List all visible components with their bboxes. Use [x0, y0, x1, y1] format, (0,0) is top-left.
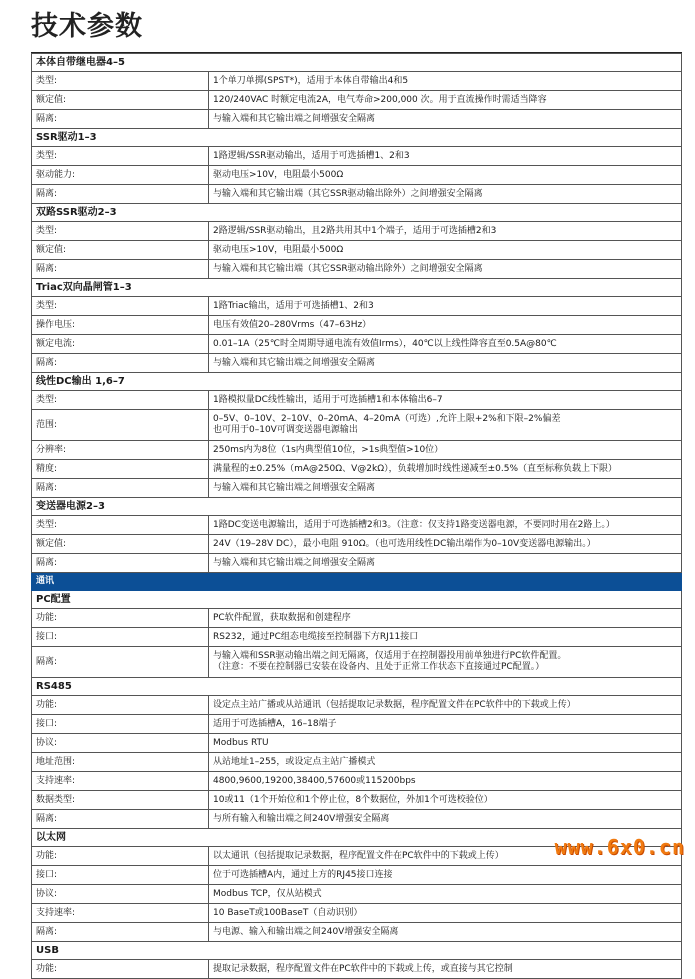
spec-label: 范围:: [32, 410, 209, 441]
spec-label: 功能:: [32, 847, 209, 866]
section-title: 线性DC输出 1,6–7: [32, 373, 682, 391]
spec-row: [32, 647, 682, 678]
spec-label: 类型:: [32, 516, 209, 535]
spec-label: 功能:: [32, 696, 209, 715]
spec-label: 功能:: [32, 609, 209, 628]
section-title: 双路SSR驱动2–3: [32, 204, 682, 222]
section-header-row: [32, 204, 682, 222]
spec-row: [32, 866, 682, 885]
spec-label: 功能:: [32, 960, 209, 979]
spec-label: 额定电流:: [32, 335, 209, 354]
spec-label: 接口:: [32, 866, 209, 885]
section-title: Triac双向晶闸管1–3: [32, 279, 682, 297]
spec-row: [32, 441, 682, 460]
spec-label: 数据类型:: [32, 791, 209, 810]
spec-value: 10 BaseT或100BaseT（自动识别）: [209, 904, 682, 923]
spec-value-line: 与输入端和SSR驱动输出端之间无隔离，仅适用于在控制器投用前单独进行PC软件配置。: [213, 651, 567, 662]
spec-value: 1个单刀单掷(SPST*)，适用于本体自带输出4和5: [209, 72, 682, 91]
spec-label: 隔离:: [32, 479, 209, 498]
category-title: 通讯: [32, 573, 682, 591]
spec-row: [32, 904, 682, 923]
spec-value: 驱动电压>10V，电阻最小500Ω: [209, 166, 682, 185]
spec-label: 隔离:: [32, 923, 209, 942]
section-title: 以太网: [32, 829, 682, 847]
spec-value: [209, 647, 682, 678]
spec-value: 与输入端和其它输出端之间增强安全隔离: [209, 554, 682, 573]
section-header-row: [32, 279, 682, 297]
spec-label: 隔离:: [32, 810, 209, 829]
section-title: USB: [32, 942, 682, 960]
spec-label: 额定值:: [32, 535, 209, 554]
spec-label: 隔离:: [32, 554, 209, 573]
spec-value: 驱动电压>10V，电阻最小500Ω: [209, 241, 682, 260]
section-header-row: [32, 498, 682, 516]
spec-label: 协议:: [32, 885, 209, 904]
spec-label: 额定值:: [32, 241, 209, 260]
spec-value: 与输入端和其它输出端（其它SSR驱动输出除外）之间增强安全隔离: [209, 260, 682, 279]
spec-row: [32, 354, 682, 373]
spec-value: Modbus RTU: [209, 734, 682, 753]
spec-value: 与输入端和其它输出端之间增强安全隔离: [209, 110, 682, 129]
spec-row: [32, 222, 682, 241]
spec-label: 类型:: [32, 391, 209, 410]
spec-row: [32, 335, 682, 354]
spec-value: 0.01–1A（25℃时全周期导通电流有效值Irms），40℃以上线性降容直至0.5A@80℃: [209, 335, 682, 354]
section-header-row: [32, 942, 682, 960]
spec-value: 与电源、输入和输出端之间240V增强安全隔离: [209, 923, 682, 942]
spec-label: 隔离:: [32, 354, 209, 373]
spec-row: [32, 110, 682, 129]
spec-row: [32, 91, 682, 110]
spec-value: 24V（19–28V DC），最小电阻 910Ω。（也可选用线性DC输出端作为0–10V变送器电源输出。）: [209, 535, 682, 554]
spec-value: 与所有输入和输出端之间240V增强安全隔离: [209, 810, 682, 829]
spec-value: 提取记录数据，程序配置文件在PC软件中的下载或上传，或直接与其它控制: [209, 960, 682, 979]
spec-label: 隔离:: [32, 185, 209, 204]
spec-label: 支持速率:: [32, 904, 209, 923]
spec-row: [32, 460, 682, 479]
page-title: 技术参数: [31, 11, 143, 42]
section-header-row: [32, 129, 682, 147]
spec-value: 满量程的±0.25%（mA@250Ω、V@2kΩ），负载增加时线性递减至±0.5%（直至标称负载上下限）: [209, 460, 682, 479]
spec-row: [32, 734, 682, 753]
spec-row: [32, 535, 682, 554]
section-header-row: [32, 678, 682, 696]
spec-label: 额定值:: [32, 91, 209, 110]
spec-value: 120/240VAC 时额定电流2A，电气寿命>200,000 次。用于直流操作时需适当降容: [209, 91, 682, 110]
spec-row: [32, 715, 682, 734]
category-band: [32, 573, 682, 591]
spec-row: [32, 297, 682, 316]
spec-value: 250ms内为8位（1s内典型值10位，>1s典型值>10位）: [209, 441, 682, 460]
spec-label: 类型:: [32, 297, 209, 316]
spec-value: 1路DC变送电源输出，适用于可选插槽2和3。（注意：仅支持1路变送器电源，不要同时用在2路上。）: [209, 516, 682, 535]
spec-value: PC软件配置，获取数据和创建程序: [209, 609, 682, 628]
spec-value: 电压有效值20–280Vrms（47–63Hz）: [209, 316, 682, 335]
section-title: RS485: [32, 678, 682, 696]
spec-value: RS232，通过PC组态电缆接至控制器下方RJ11接口: [209, 628, 682, 647]
spec-row: [32, 72, 682, 91]
spec-row: [32, 260, 682, 279]
spec-label: 接口:: [32, 715, 209, 734]
spec-row: [32, 391, 682, 410]
spec-value: 与输入端和其它输出端之间增强安全隔离: [209, 354, 682, 373]
spec-value: 1路模拟量DC线性输出，适用于可选插槽1和本体输出6–7: [209, 391, 682, 410]
spec-row: [32, 885, 682, 904]
spec-value: 10或11（1个开始位和1个停止位，8个数据位，外加1个可选校验位）: [209, 791, 682, 810]
spec-row: [32, 479, 682, 498]
spec-value: 从站地址1–255，或设定点主站广播模式: [209, 753, 682, 772]
spec-value: 1路逻辑/SSR驱动输出，适用于可选插槽1、2和3: [209, 147, 682, 166]
spec-label: 类型:: [32, 222, 209, 241]
spec-row: [32, 241, 682, 260]
spec-value: 设定点主站广播或从站通讯（包括提取记录数据，程序配置文件在PC软件中的下载或上传）: [209, 696, 682, 715]
spec-value: 与输入端和其它输出端（其它SSR驱动输出除外）之间增强安全隔离: [209, 185, 682, 204]
spec-row: [32, 410, 682, 441]
spec-value: 1路Triac输出，适用于可选插槽1、2和3: [209, 297, 682, 316]
section-header-row: [32, 591, 682, 609]
spec-row: [32, 147, 682, 166]
spec-value-line: （注意：不要在控制器已安装在设备内、且处于正常工作状态下直接通过PC配置。）: [213, 662, 545, 672]
spec-row: [32, 960, 682, 979]
site-watermark: www.6x0.cn: [554, 835, 685, 859]
spec-row: [32, 316, 682, 335]
spec-value: 4800,9600,19200,38400,57600或115200bps: [209, 772, 682, 791]
section-header-row: [32, 373, 682, 391]
spec-label: 隔离:: [32, 647, 209, 678]
spec-label: 精度:: [32, 460, 209, 479]
spec-label: 分辨率:: [32, 441, 209, 460]
spec-label: 操作电压:: [32, 316, 209, 335]
spec-value: 位于可选插槽A内，通过上方的RJ45接口连接: [209, 866, 682, 885]
spec-row: [32, 696, 682, 715]
spec-row: [32, 185, 682, 204]
spec-label: 接口:: [32, 628, 209, 647]
spec-row: [32, 166, 682, 185]
spec-value-line: 也可用于0–10V可调变送器电源输出: [213, 425, 358, 435]
spec-label: 类型:: [32, 147, 209, 166]
spec-label: 驱动能力:: [32, 166, 209, 185]
section-title: 变送器电源2–3: [32, 498, 682, 516]
spec-row: [32, 772, 682, 791]
spec-row: [32, 923, 682, 942]
spec-row: [32, 810, 682, 829]
section-title: 本体自带继电器4–5: [32, 54, 682, 72]
spec-value: 2路逻辑/SSR驱动输出，且2路共用其中1个端子，适用于可选插槽2和3: [209, 222, 682, 241]
spec-row: [32, 791, 682, 810]
spec-label: 协议:: [32, 734, 209, 753]
spec-label: 隔离:: [32, 110, 209, 129]
spec-value: 与输入端和其它输出端之间增强安全隔离: [209, 479, 682, 498]
spec-label: 支持速率:: [32, 772, 209, 791]
spec-label: 类型:: [32, 72, 209, 91]
spec-row: [32, 516, 682, 535]
section-header-row: [32, 54, 682, 72]
spec-row: [32, 628, 682, 647]
section-title: PC配置: [32, 591, 682, 609]
spec-value-line: 0–5V、0–10V、2–10V、0–20mA、4–20mA（可选）,允许上限+2%和下限–2%偏差: [213, 414, 561, 425]
spec-value: 适用于可选插槽A，16–18端子: [209, 715, 682, 734]
spec-row: [32, 554, 682, 573]
spec-value: 以太通讯（包括提取记录数据，程序配置文件在PC软件中的下载或上传）: [209, 847, 682, 866]
spec-value: [209, 410, 682, 441]
spec-row: [32, 753, 682, 772]
spec-label: 隔离:: [32, 260, 209, 279]
spec-label: 地址范围:: [32, 753, 209, 772]
spec-value: Modbus TCP，仅从站模式: [209, 885, 682, 904]
section-title: SSR驱动1–3: [32, 129, 682, 147]
spec-row: [32, 609, 682, 628]
